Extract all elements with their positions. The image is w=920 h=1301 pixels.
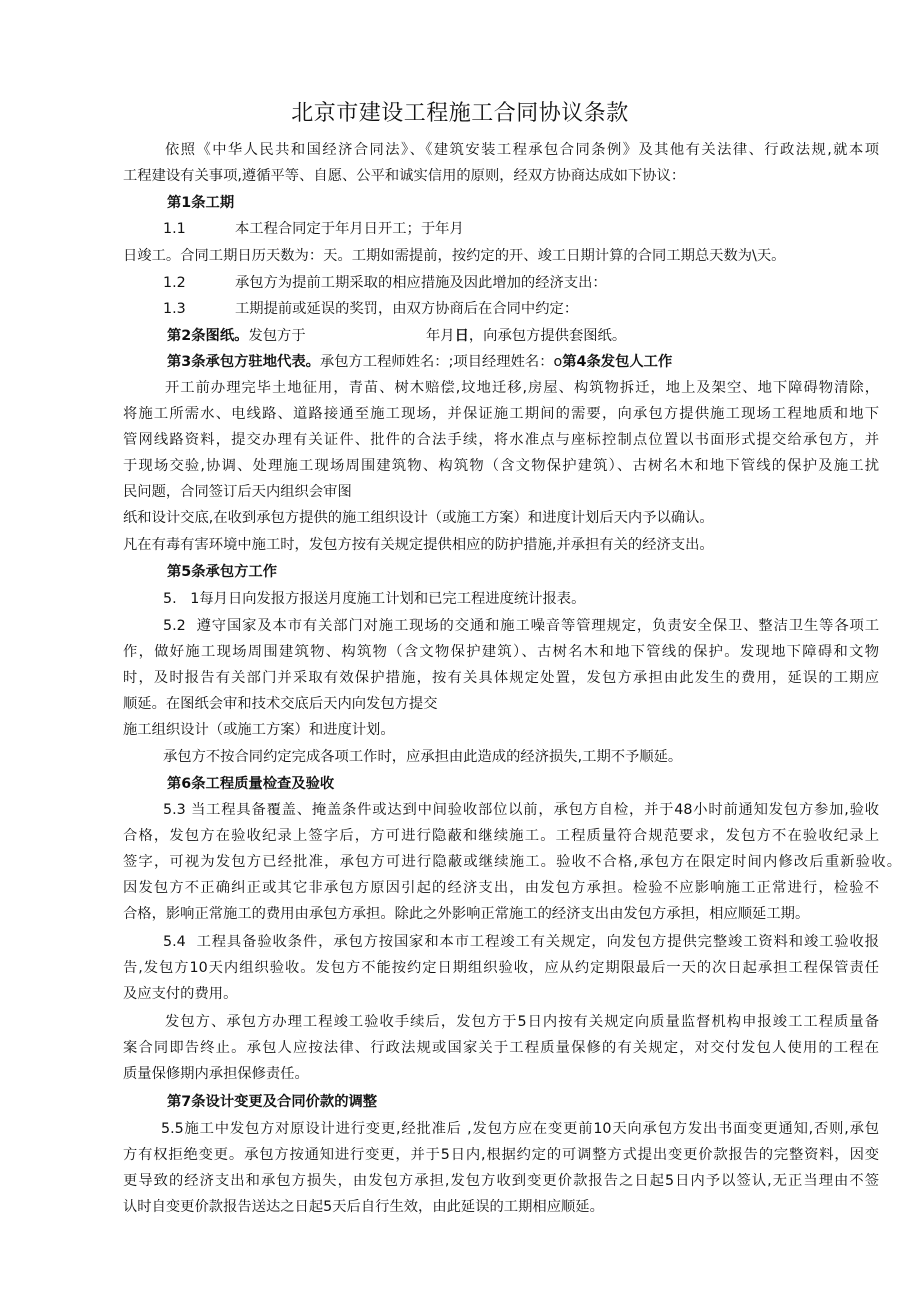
body-text: 日 bbox=[454, 328, 469, 344]
intro-line: 工程建设有关事项,遵循平等、自愿、公平和诚实信用的原则，经双方协商达成如下协议： bbox=[123, 168, 686, 184]
article-heading: 第4条发包人工作 bbox=[562, 354, 673, 370]
body-line: 施工组织设计（或施工方案）和进度计划。 bbox=[123, 722, 395, 738]
document-title: 北京市建设工程施工合同协议条款 bbox=[291, 101, 629, 126]
body-line: 顺延。在图纸会审和技术交底后天内向发包方提交 bbox=[123, 696, 438, 712]
article-3-line bbox=[167, 352, 672, 372]
body-line: 认时自变更价款报告送达之日起5天后自行生效，由此延误的工期相应顺延。 bbox=[123, 1199, 604, 1215]
article-heading: 第6条工程质量检查及验收 bbox=[167, 776, 335, 792]
body-line: 将施工所需水、电线路、道路接通至施工现场，并保证施工期间的需要，向承包方提供施工现场工程地质和地下 bbox=[123, 406, 879, 422]
clause-number: 1.2 bbox=[163, 275, 186, 291]
body-line: 质量保修期内承担保修责任。 bbox=[123, 1066, 309, 1082]
body-line: 因发包方不正确纠正或其它非承包方原因引起的经济支出，由发包方承担。检验不应影响施工正常进行，检验不 bbox=[123, 880, 879, 896]
article-heading: 第2条图纸。 bbox=[167, 328, 249, 344]
clause-text: 5.2 遵守国家及本市有关部门对施工现场的交通和施工噪音等管理规定，负责安全保卫、整洁卫生等各项工 bbox=[163, 618, 879, 634]
article-2-line bbox=[167, 326, 306, 346]
body-line: 时，及时报告有关部门并采取有效保护措施，按有关具体规定处置，发包方承担由此发生的费用，延误的工期应 bbox=[123, 670, 879, 686]
clause-text: 5. 1每月日向发报方报送月度施工计划和已完工程进度统计报表。 bbox=[163, 591, 586, 607]
body-text: 发包方于 bbox=[248, 328, 306, 344]
body-line: 于现场交验,协调、处理施工现场周围建筑物、构筑物（含文物保护建筑）、古树名木和地下管线的保护及施工扰 bbox=[123, 458, 879, 474]
clause-text: 5.4 工程具备验收条件，承包方按国家和本市工程竣工有关规定，向发包方提供完整竣工资料和竣工验收报 bbox=[163, 934, 879, 950]
body-text: 承包方工程师姓名：;项目经理姓名：o bbox=[319, 354, 563, 370]
body-line: 签字，可视为发包方已经批准，承包方可进行隐蔽或继续施工。验收不合格,承包方在限定时间内修改后重新验收。 bbox=[123, 854, 901, 870]
body-line: 更导致的经济支出和承包方损失，由发包方承担,发包方收到变更价款报告之日起5日内予以签认,无正当理由不签 bbox=[123, 1173, 879, 1189]
clause-text: 本工程合同定于年月日开工；于年月 bbox=[235, 221, 464, 237]
clause-number: 1.1 bbox=[163, 221, 186, 237]
clause-text: 5.5施工中发包方对原设计进行变更,经批准后 ,发包方应在变更前10天向承包方发出书面变更通知,否则,承包 bbox=[161, 1121, 879, 1137]
body-line: 方有权拒绝变更。承包方按通知进行变更，并于5日内,根据约定的可调整方式提出变更价款报告的完整资料，因变 bbox=[123, 1147, 879, 1163]
body-text: 年月 bbox=[426, 328, 455, 344]
clause-number: 1.3 bbox=[163, 301, 186, 317]
body-line: 合格，发包方在验收纪录上签字后，方可进行隐蔽和继续施工。工程质量符合规范要求，发包方不在验收纪录上 bbox=[123, 828, 879, 844]
clause-text: 工期提前或延误的奖罚，由双方协商后在合同中约定： bbox=[235, 301, 579, 317]
body-line: 管网线路资料，提交办理有关证件、批件的合法手续，将水准点与座标控制点位置以书面形式提交给承包方，并 bbox=[123, 432, 879, 448]
clause-text: 5.3 当工程具备覆盖、掩盖条件或达到中间验收部位以前，承包方自检，并于48小时前通知发包方参加,验收 bbox=[163, 802, 879, 818]
body-line: 作，做好施工现场周围建筑物、构筑物（含文物保护建筑）、古树名木和地下管线的保护。发现地下障碍和文物 bbox=[123, 644, 879, 660]
intro-line: 依照《中华人民共和国经济合同法》、《建筑安装工程承包合同条例》及其他有关法律、行政法规,就本项 bbox=[165, 142, 879, 158]
body-text: ，向承包方提供套图纸。 bbox=[468, 328, 627, 344]
body-line: 告,发包方10天内组织验收。发包方不能按约定日期组织验收，应从约定期限最后一天的次日起承担工程保管责任 bbox=[123, 960, 879, 976]
body-line: 日竣工。合同工期日历天数为：天。工期如需提前，按约定的开、竣工日期计算的合同工期总天数为\天。 bbox=[123, 248, 786, 264]
body-line: 发包方、承包方办理工程竣工验收手续后，发包方于5日内按有关规定向质量监督机构申报竣工工程质量备 bbox=[165, 1014, 879, 1030]
article-heading: 第3条承包方驻地代表。 bbox=[167, 354, 320, 370]
clause-text: 承包方为提前工期采取的相应措施及因此增加的经济支出： bbox=[235, 275, 607, 291]
article-heading: 第1条工期 bbox=[167, 195, 235, 211]
body-line: 开工前办理完毕土地征用，青苗、树木赔偿,坟地迁移,房屋、构筑物拆迁，地上及架空、地下障碍物清除， bbox=[165, 380, 879, 396]
body-line: 民问题，合同签订后天内组织会审图 bbox=[123, 484, 352, 500]
article-heading: 第5条承包方工作 bbox=[167, 564, 278, 580]
body-line: 凡在有毒有害环境中施工时，发包方按有关规定提供相应的防护措施,并承担有关的经济支出。 bbox=[123, 537, 714, 553]
body-line: 合格，影响正常施工的费用由承包方承担。除此之外影响正常施工的经济支出由发包方承担，相应顺延工期。 bbox=[123, 906, 810, 922]
body-line: 纸和设计交底,在收到承包方提供的施工组织设计（或施工方案）和进度计划后天内予以确认。 bbox=[123, 510, 714, 526]
body-line: 案合同即告终止。承包人应按法律、行政法规或国家关于工程质量保修的有关规定，对交付发包人使用的工程在 bbox=[123, 1040, 879, 1056]
article-heading: 第7条设计变更及合同价款的调整 bbox=[167, 1094, 378, 1110]
body-line: 承包方不按合同约定完成各项工作时，应承担由此造成的经济损失,工期不予顺延。 bbox=[163, 749, 683, 765]
body-line: 及应支付的费用。 bbox=[123, 986, 238, 1002]
article-2-line-cont bbox=[426, 326, 626, 346]
